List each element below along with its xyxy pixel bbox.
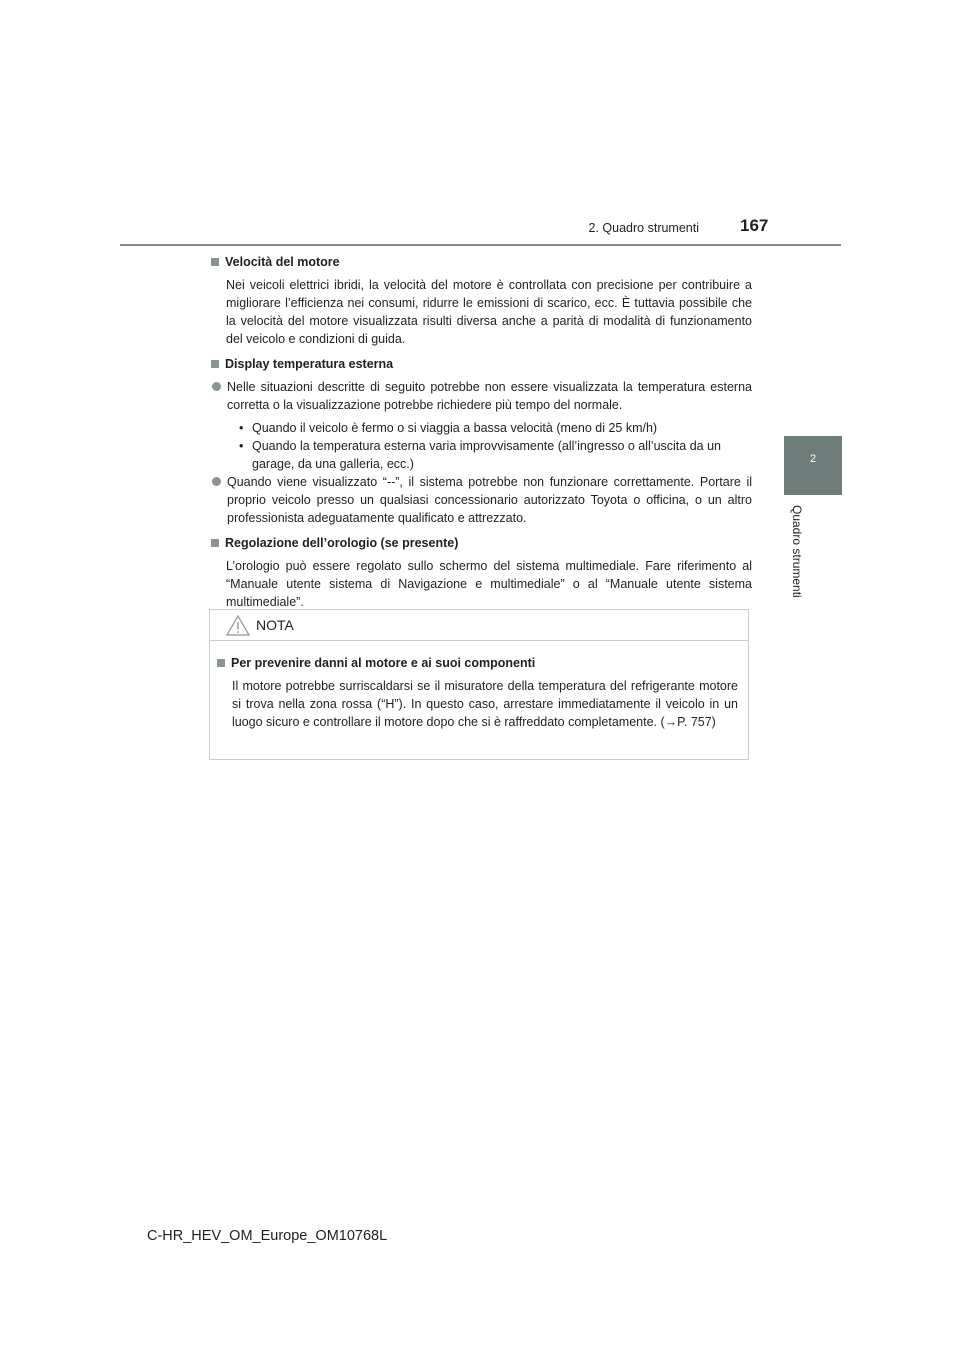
chapter-tab-number: 2 <box>809 453 817 465</box>
square-bullet-icon <box>217 659 225 667</box>
sub-item-text: Quando la temperatura esterna varia improvvisamente (all’ingresso o all’uscita da un garage, da una galleria, ecc.) <box>252 439 721 471</box>
nota-box <box>209 609 749 760</box>
section-text: Nei veicoli elettrici ibridi, la velocità del motore è controllata con precisione per contribuire a migliorare l’efficienza nei consumi, ridurre le emissioni di scarico, ecc. È tuttavia possibile che la velocità del motore visualizzata risulti diversa anche a parità di modalità di funzionamento del veicolo e condizioni di guida. <box>226 278 752 346</box>
section-text: L’orologio può essere regolato sullo schermo del sistema multimediale. Fare riferimento al “Manuale utente sistema di Navigazione e multimediale” o al “Manuale utente sistema multimediale”. <box>226 559 752 609</box>
section-title: Velocità del motore <box>225 255 340 269</box>
nota-title-text: Per prevenire danni al motore e ai suoi componenti <box>231 656 536 670</box>
section-title: Display temperatura esterna <box>225 357 394 371</box>
warning-triangle-icon <box>226 615 250 636</box>
header-section-title: 2. Quadro strumenti <box>588 221 699 235</box>
bullet-text: Nelle situazioni descritte di seguito potrebbe non essere visualizzata la temperatura esterna corretta o la visualizzazione potrebbe richiedere più tempo del normale. <box>227 380 752 412</box>
section-heading <box>211 534 752 552</box>
dot-mark: • <box>239 421 244 435</box>
nota-title <box>217 654 738 672</box>
sub-item-text: Quando il veicolo è fermo o si viaggia a bassa velocità (meno di 25 km/h) <box>252 421 658 435</box>
list-item <box>211 378 752 414</box>
nota-header <box>210 610 748 641</box>
square-bullet-icon <box>211 539 219 547</box>
page-number: 167 <box>740 216 769 235</box>
section-heading <box>211 253 752 271</box>
dot-mark: • <box>239 439 244 453</box>
section-title: Regolazione dell’orologio (se presente) <box>225 536 459 550</box>
square-bullet-icon <box>211 258 219 266</box>
chapter-side-label: Quadro strumenti <box>790 505 804 598</box>
chapter-tab <box>784 436 842 495</box>
list-item <box>211 473 752 527</box>
sub-list-item <box>239 419 752 437</box>
nota-label: NOTA <box>256 617 294 633</box>
footer-doc-id: C-HR_HEV_OM_Europe_OM10768L <box>147 1228 388 1244</box>
sub-list-item <box>239 437 752 473</box>
round-bullet-icon <box>212 477 221 486</box>
round-bullet-icon <box>212 382 221 391</box>
header-rule <box>120 244 841 246</box>
bullet-text: Quando viene visualizzato “--”, il sistema potrebbe non funzionare correttamente. Portare il proprio veicolo presso un qualsiasi concessionario autorizzato Toyota o officina, o un altro professionista adeguatamente qualificato e attrezzato. <box>227 475 752 525</box>
nota-text: Il motore potrebbe surriscaldarsi se il misuratore della temperatura del refrigerante motore si trova nella zona rossa (“H”). In questo caso, arrestare immediatamente il veicolo in un luogo sicuro e controllare il motore dopo che si è raffreddato completamente. (→P. 757) <box>232 679 738 729</box>
square-bullet-icon <box>211 360 219 368</box>
main-content <box>211 253 752 611</box>
section-heading <box>211 355 752 373</box>
